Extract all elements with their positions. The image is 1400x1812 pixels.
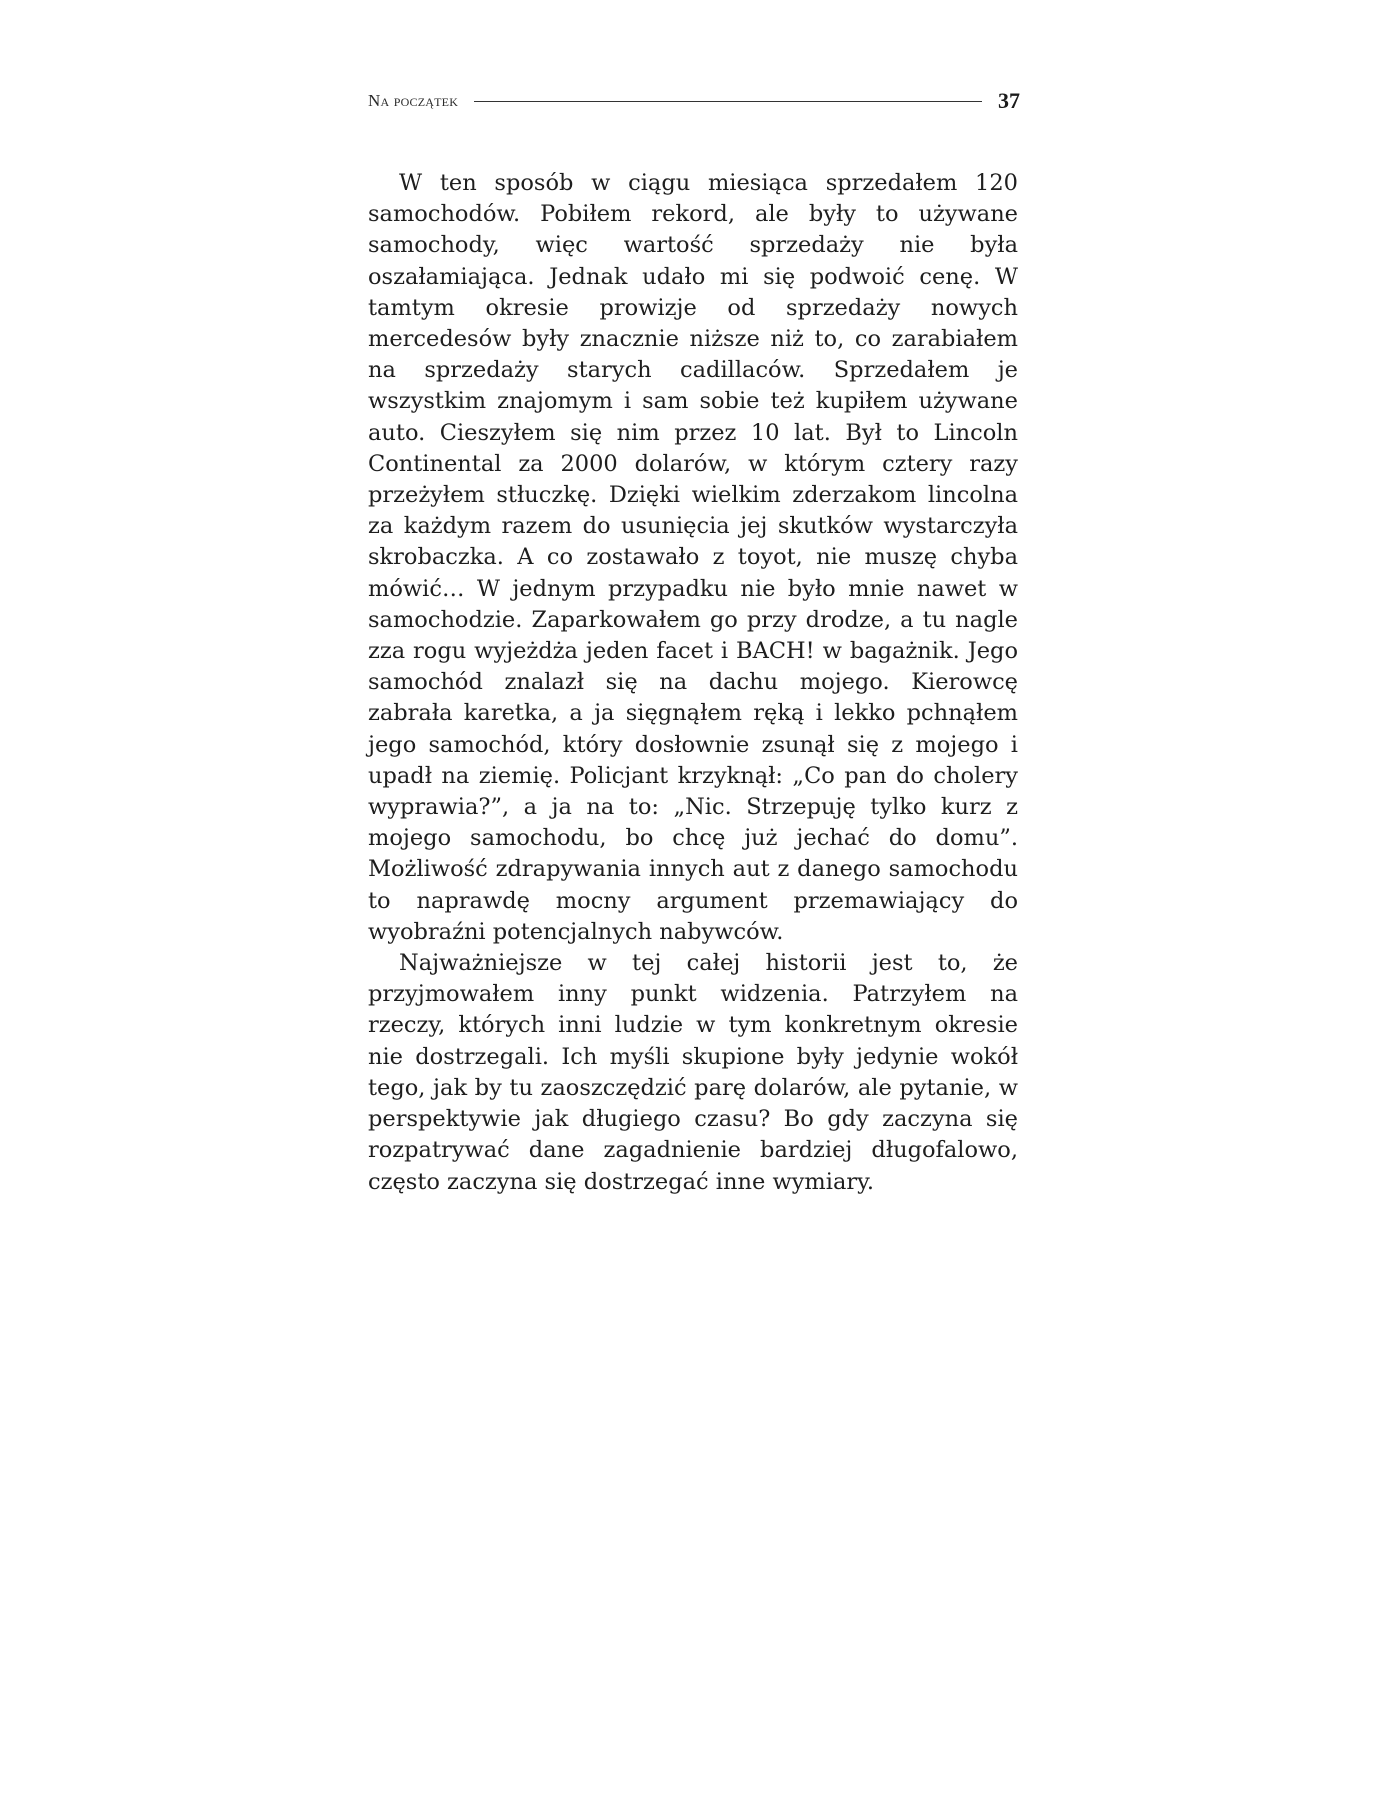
paragraph-1: W ten sposób w ciągu miesiąca sprzedałem 120 samochodów. Pobiłem rekord, ale były to używane samochody, więc wartość sprzedaży nie była oszałamiająca. Jednak udało mi się podwoić cenę. W tamtym okresie prowizje od sprzedaży nowych mercedesów były znacznie niższe niż to, co zarabiałem na sprzedaży starych cadillaców. Sprzedałem je wszystkim znajomym i sam sobie też kupiłem używane auto. Cieszyłem się nim przez 10 lat. Był to Lincoln Continental za 2000 dolarów, w którym cztery razy przeżyłem stłuczkę. Dzięki wielkim zderzakom lincolna za każdym razem do usunięcia jej skutków wystarczyła skrobaczka. A co zostawało z toyot, nie muszę chyba mówić… W jednym przypadku nie było mnie nawet w samochodzie. Zaparkowałem go przy drodze, a tu nagle zza rogu wyjeżdża jeden facet i BACH! w bagażnik. Jego samochód znalazł się na dachu mojego. Kierowcę zabrała karetka, a ja sięgnąłem ręką i lekko pchnąłem jego samochód, który dosłownie zsunął się z mojego i upadł na ziemię. Policjant krzyknął: „Co pan do cholery wyprawia?”, a ja na to: „Nic. Strzepuję tylko kurz z mojego samochodu, bo chcę już jechać do domu”. Możliwość zdrapywania innych aut z danego samochodu to naprawdę mocny argument przemawiający do wyobraźni potencjalnych nabywców. (368, 170, 1018, 945)
header-rule (474, 101, 982, 102)
page-number: 37 (998, 88, 1020, 113)
paragraph-2: Najważniejsze w tej całej historii jest to, że przyjmowałem inny punkt widzenia. Patrzyłem na rzeczy, których inni ludzie w tym konkretnym okresie nie dostrzegali. Ich myśli skupione były jedynie wokół tego, jak by tu zaoszczędzić parę dolarów, ale pytanie, w perspektywie jak długiego czasu? Bo gdy zaczyna się rozpatrywać dane zagadnienie bardziej długofalowo, często zaczyna się dostrzegać inne wymiary. (368, 950, 1018, 1195)
body-text (368, 168, 1018, 1198)
running-header (368, 86, 1020, 116)
chapter-title: Na początek (368, 91, 459, 110)
